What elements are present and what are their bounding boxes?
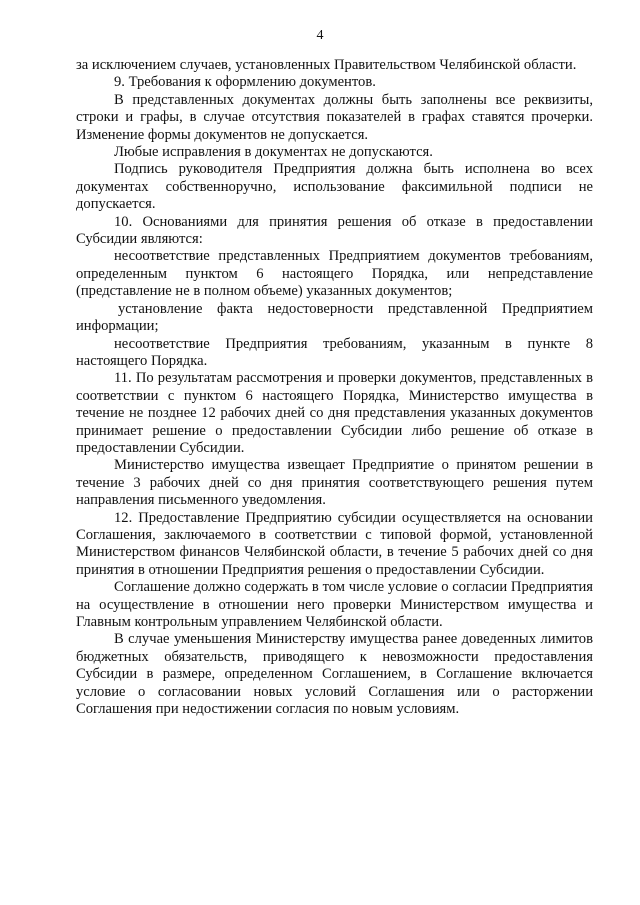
paragraph-refusal-reason-1: несоответствие представленных Предприятием документов требованиям, определенным пунктом 6 настоящего Порядка, или непредставление (представление не в полном объеме) указанных документов; [76, 248, 593, 300]
paragraph-section-9-heading: 9. Требования к оформлению документов. [114, 74, 376, 91]
paragraph-notification: Министерство имущества извещает Предприятие о принятом решении в течение 3 рабочих дней со дня принятия соответствующего решения путем направления письменного уведомления. [76, 457, 593, 509]
paragraph-agreement-content: Соглашение должно содержать в том числе условие о согласии Предприятия на осуществление в отношении него проверки Министерством имущества и Главным контрольным управлением Челябинской области. [76, 579, 593, 630]
paragraph-limits-reduction: В случае уменьшения Министерству имущества ранее доведенных лимитов бюджетных обязательств, приводящего к невозможности предоставления Субсидии в размере, определенном Соглашением, в Соглашение включается условие о согласовании новых условий Соглашения или о расторжении Соглашения при недостижении согласия по новым условиям. [76, 631, 593, 718]
paragraph-section-12: 12. Предоставление Предприятию субсидии осуществляется на основании Соглашения, заключаемого в соответствии с типовой формой, установленной Министерством финансов Челябинской области, в течение 5 рабочих дней со дня принятия в отношении Предприятия решения о предоставлении Субсидии. [76, 509, 593, 578]
paragraph-section-11: 11. По результатам рассмотрения и проверки документов, представленных в соответствии с пунктом 6 настоящего Порядка, Министерство имущества в течение не позднее 12 рабочих дней со дня представления указанных документов принимает решение о предоставлении Субсидии либо решение об отказе в предоставлении Субсидии. [76, 370, 593, 456]
page-number: 4 [316, 28, 324, 43]
paragraph-required-fields: В представленных документах должны быть заполнены все реквизиты, строки и графы, в случае отсутствия показателей в графах ставятся прочерки. Изменение формы документов не допускается. [76, 91, 593, 143]
paragraph-no-corrections: Любые исправления в документах не допускаются. [114, 144, 433, 161]
paragraph-refusal-reason-3: несоответствие Предприятия требованиям, указанным в пункте 8 настоящего Порядка. [76, 335, 593, 369]
paragraph-section-10-heading: 10. Основаниями для принятия решения об отказе в предоставлении Субсидии являются: [76, 213, 593, 248]
paragraph-signature: Подпись руководителя Предприятия должна быть исполнена во всех документах собственноручно, использование факсимильной подписи не допускается. [76, 161, 593, 213]
paragraph-refusal-reason-2: установление факта недостоверности представленной Предприятием информации; [76, 300, 593, 335]
document-body [76, 57, 593, 718]
paragraph-continuation: за исключением случаев, установленных Правительством Челябинской области. [76, 57, 577, 73]
